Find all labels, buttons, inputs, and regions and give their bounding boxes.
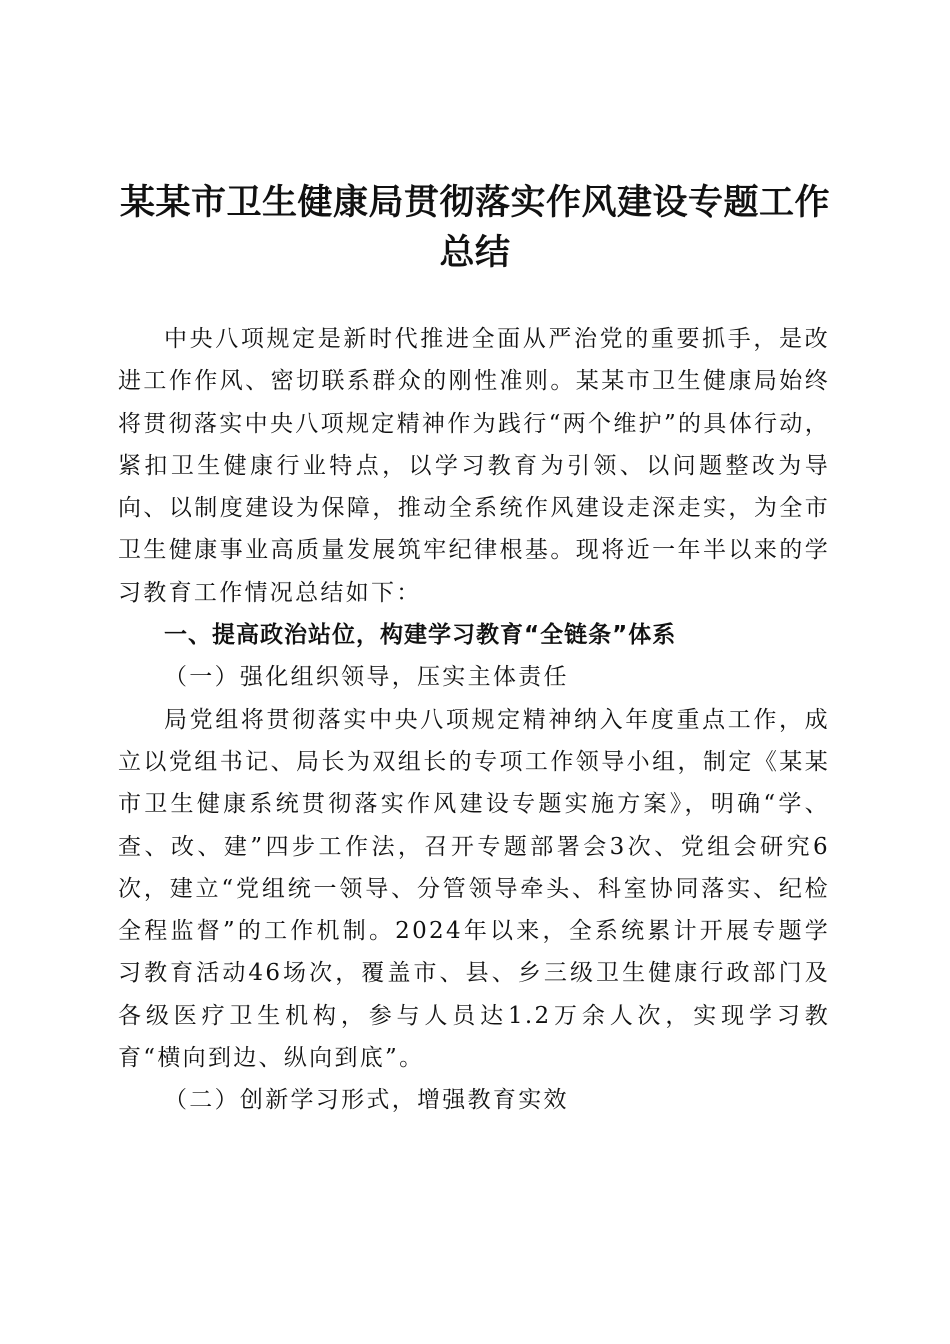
document-body [118, 318, 830, 1122]
document-title: 某某市卫生健康局贯彻落实作风建设专题工作总结 [119, 182, 830, 273]
body-paragraph-1-1: 局党组将贯彻落实中央八项规定精神纳入年度重点工作，成立以党组书记、局长为双组长的专项工作领导小组，制定《某某市卫生健康系统贯彻落实作风建设专题实施方案》，明确“学、查、改、建”四步工作法，召开专题部署会3次、党组会研究6次，建立“党组统一领导、分管领导牵头、科室协同落实、纪检全程监督”的工作机制。2024年以来，全系统累计开展专题学习教育活动46场次，覆盖市、县、乡三级卫生健康行政部门及各级医疗卫生机构，参与人员达1.2万余人次，实现学习教育“横向到边、纵向到底”。 [118, 706, 830, 1072]
section-heading-1: 一、提高政治站位，构建学习教育“全链条”体系 [164, 622, 677, 649]
subsection-heading-1-2: （二）创新学习形式，增强教育实效 [164, 1087, 569, 1114]
intro-paragraph: 中央八项规定是新时代推进全面从严治党的重要抓手，是改进工作作风、密切联系群众的刚性准则。某某市卫生健康局始终将贯彻落实中央八项规定精神作为践行“两个维护”的具体行动，紧扣卫生健康行业特点，以学习教育为引领、以问题整改为导向、以制度建设为保障，推动全系统作风建设走深走实，为全市卫生健康事业高质量发展筑牢纪律根基。现将近一年半以来的学习教育工作情况总结如下： [118, 326, 830, 606]
subsection-heading-1-1: （一）强化组织领导，压实主体责任 [164, 664, 569, 691]
